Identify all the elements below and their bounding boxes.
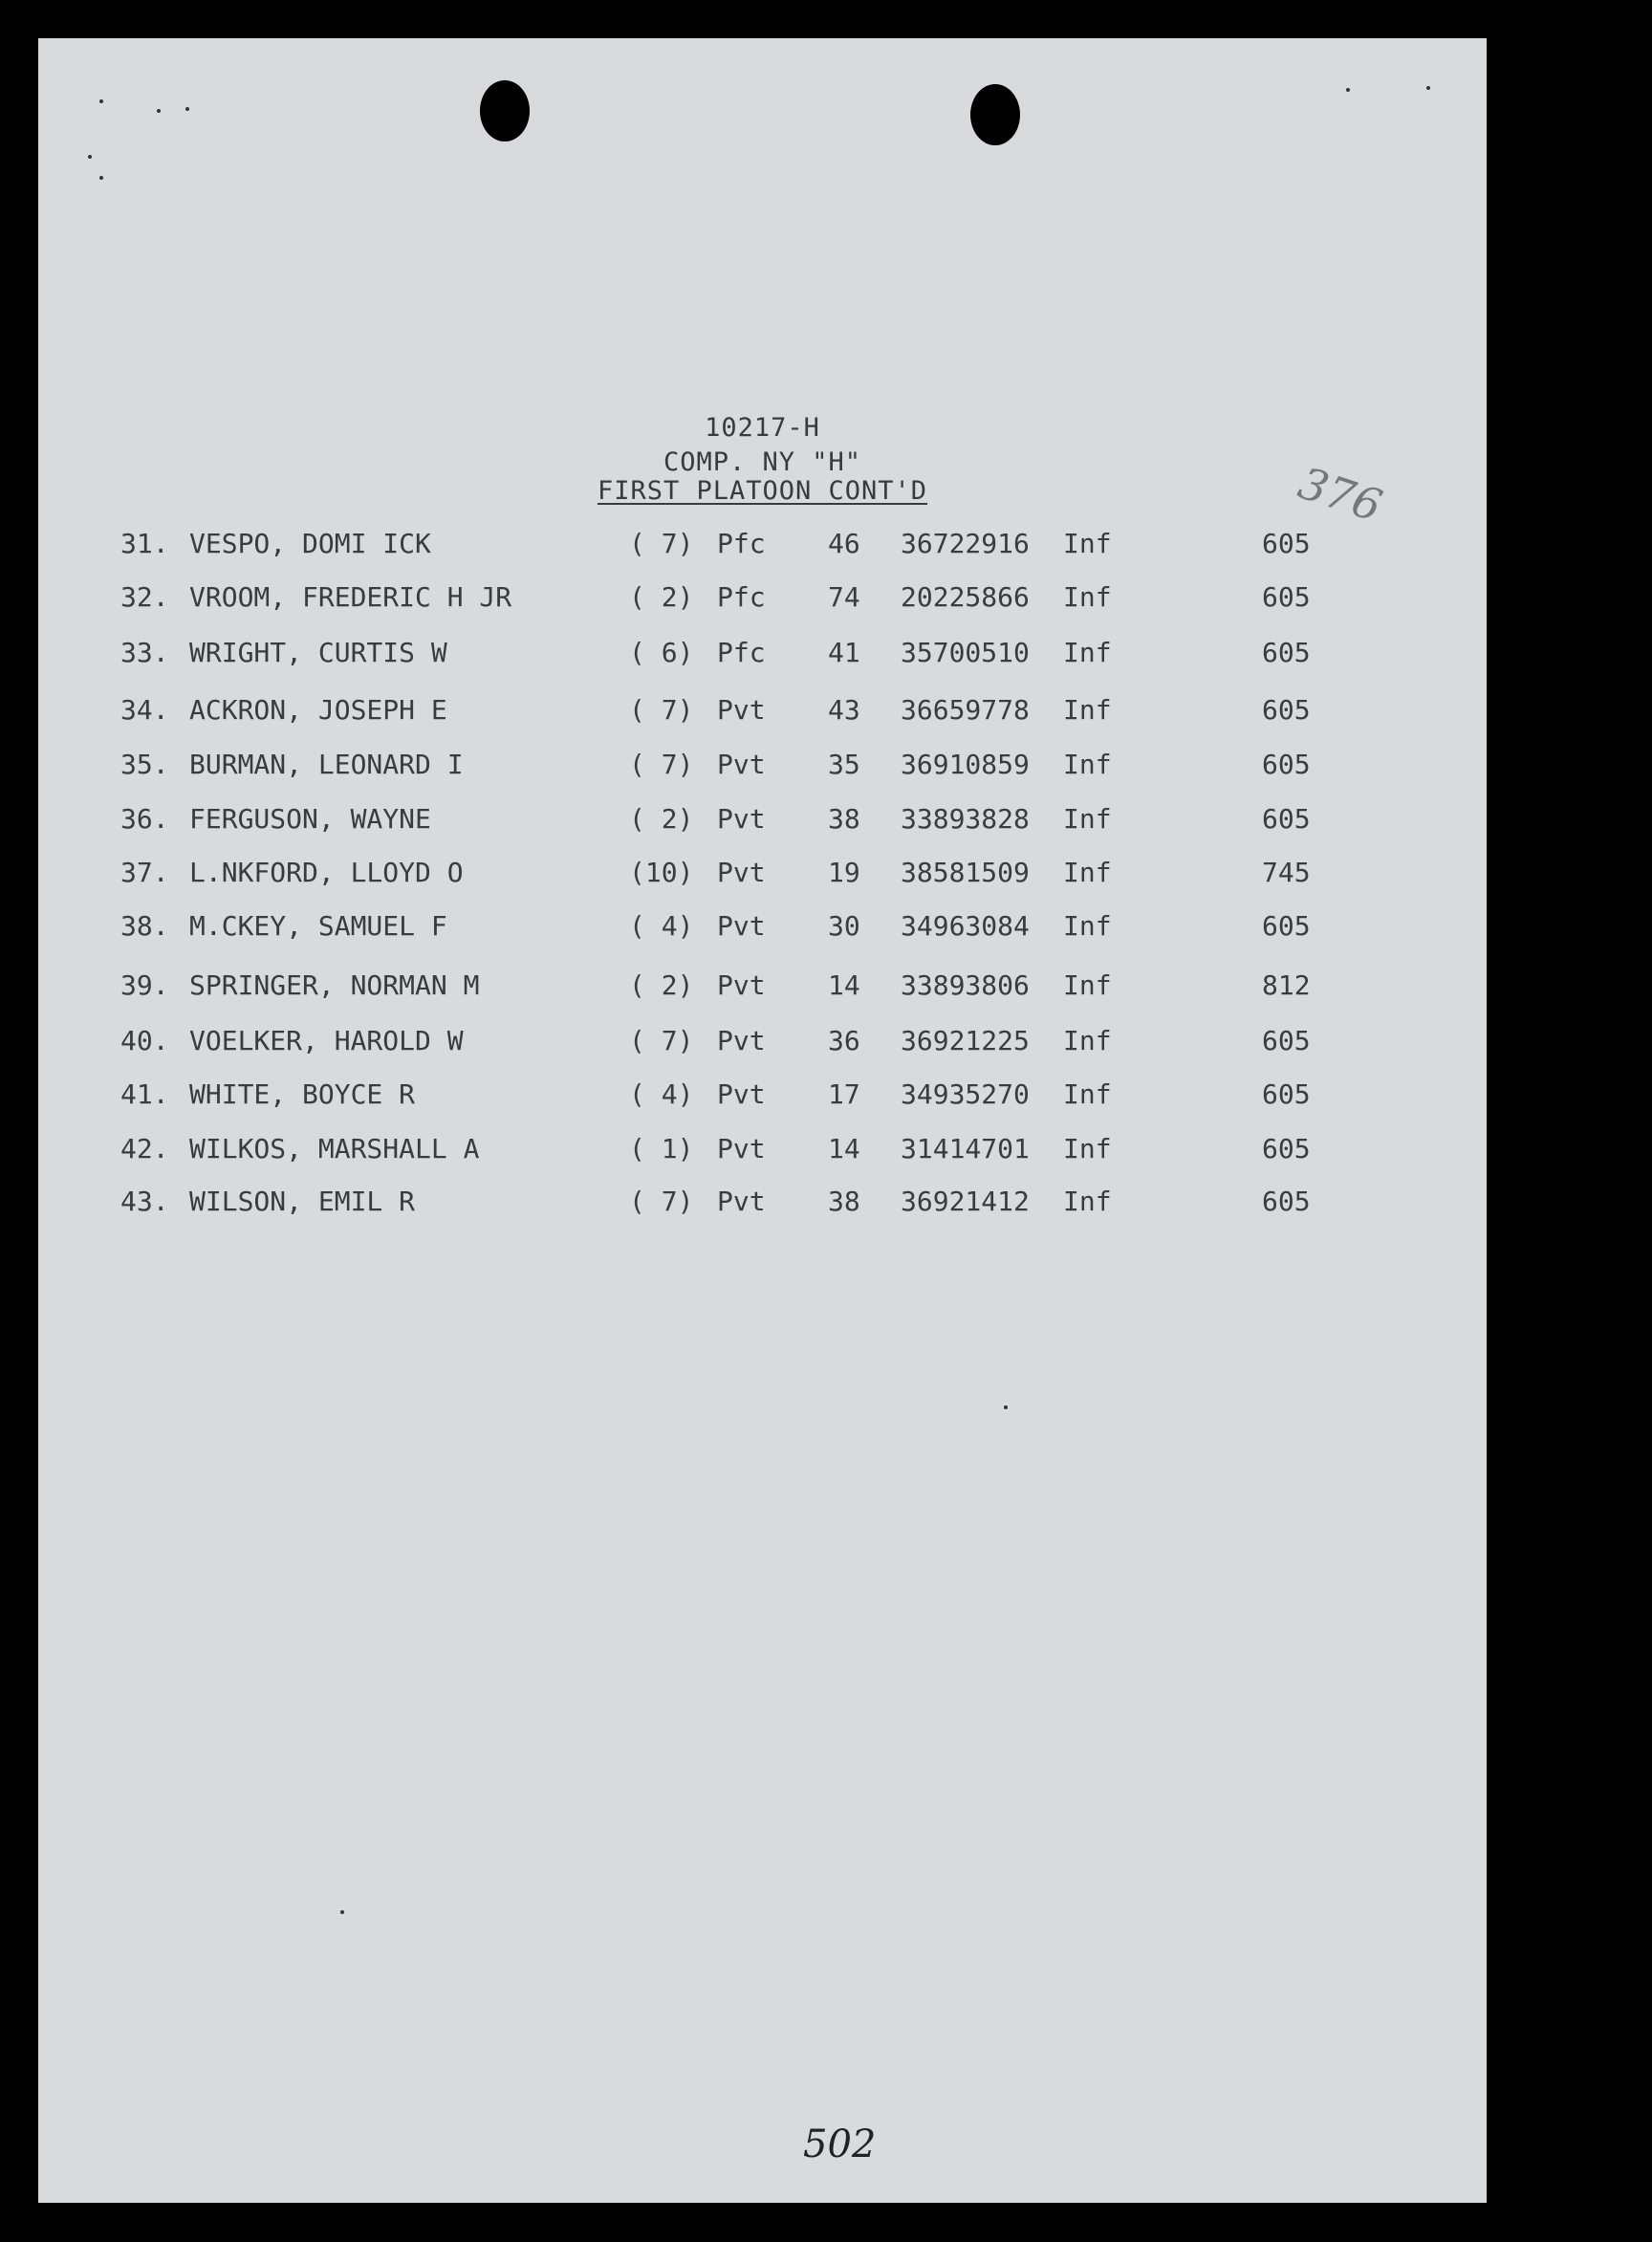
roster-mos: 605: [1262, 910, 1311, 942]
roster-arm: Inf: [1063, 1133, 1112, 1165]
roster-age: 38: [828, 1186, 860, 1217]
roster-num: 31.: [120, 528, 169, 559]
roster-name: L.NKFORD, LLOYD O: [189, 857, 464, 888]
roster-serial: 36659778: [901, 694, 1030, 726]
roster-num: 35.: [120, 749, 169, 780]
speck: [1004, 1405, 1008, 1409]
roster-rank: Pvt: [717, 803, 766, 835]
roster-age: 46: [828, 528, 860, 559]
roster-arm: Inf: [1063, 1186, 1112, 1217]
roster-mos: 605: [1262, 637, 1311, 668]
roster-code: ( 7): [629, 694, 694, 726]
roster-arm: Inf: [1063, 1078, 1112, 1110]
roster-rank: Pvt: [717, 1078, 766, 1110]
roster-rank: Pvt: [717, 1025, 766, 1056]
roster-mos: 605: [1262, 528, 1311, 559]
roster-serial: 35700510: [901, 637, 1030, 668]
roster-mos: 605: [1262, 1186, 1311, 1217]
speck: [1426, 86, 1430, 90]
roster-age: 43: [828, 694, 860, 726]
roster-arm: Inf: [1063, 694, 1112, 726]
roster-serial: 36921412: [901, 1186, 1030, 1217]
roster-mos: 605: [1262, 581, 1311, 613]
speck: [88, 155, 92, 159]
roster-age: 30: [828, 910, 860, 942]
roster-code: ( 7): [629, 528, 694, 559]
roster-arm: Inf: [1063, 528, 1112, 559]
roster-arm: Inf: [1063, 969, 1112, 1001]
roster-num: 42.: [120, 1133, 169, 1165]
roster-mos: 605: [1262, 749, 1311, 780]
roster-arm: Inf: [1063, 910, 1112, 942]
roster-serial: 34963084: [901, 910, 1030, 942]
roster-rank: Pvt: [717, 1186, 766, 1217]
roster-arm: Inf: [1063, 637, 1112, 668]
roster-num: 43.: [120, 1186, 169, 1217]
roster-name: VOELKER, HAROLD W: [189, 1025, 464, 1056]
roster-num: 41.: [120, 1078, 169, 1110]
roster-age: 14: [828, 969, 860, 1001]
roster-code: ( 2): [629, 803, 694, 835]
roster-rank: Pfc: [717, 637, 766, 668]
roster-rank: Pvt: [717, 910, 766, 942]
roster-rank: Pvt: [717, 694, 766, 726]
roster-rank: Pvt: [717, 749, 766, 780]
roster-num: 32.: [120, 581, 169, 613]
roster-name: ACKRON, JOSEPH E: [189, 694, 447, 726]
roster-age: 36: [828, 1025, 860, 1056]
roster-arm: Inf: [1063, 803, 1112, 835]
roster-code: ( 7): [629, 1025, 694, 1056]
roster-arm: Inf: [1063, 1025, 1112, 1056]
roster-rank: Pvt: [717, 857, 766, 888]
roster-serial: 36910859: [901, 749, 1030, 780]
roster-mos: 605: [1262, 1025, 1311, 1056]
punch-hole: [480, 80, 530, 141]
roster-serial: 33893828: [901, 803, 1030, 835]
roster-name: M.CKEY, SAMUEL F: [189, 910, 447, 942]
roster-name: BURMAN, LEONARD I: [189, 749, 464, 780]
roster-serial: 33893806: [901, 969, 1030, 1001]
roster-serial: 36921225: [901, 1025, 1030, 1056]
roster-code: ( 4): [629, 910, 694, 942]
speck: [185, 107, 189, 111]
roster-code: ( 7): [629, 749, 694, 780]
roster-rank: Pfc: [717, 528, 766, 559]
roster-code: ( 4): [629, 1078, 694, 1110]
roster-code: (10): [629, 857, 694, 888]
roster-rank: Pfc: [717, 581, 766, 613]
roster-age: 17: [828, 1078, 860, 1110]
roster-name: SPRINGER, NORMAN M: [189, 969, 480, 1001]
footer-page-number: 502: [803, 2122, 877, 2166]
speck: [1346, 88, 1350, 92]
roster-num: 37.: [120, 857, 169, 888]
roster-code: ( 2): [629, 969, 694, 1001]
speck: [99, 176, 103, 180]
roster-serial: 20225866: [901, 581, 1030, 613]
roster-name: WILKOS, MARSHALL A: [189, 1133, 480, 1165]
roster-serial: 31414701: [901, 1133, 1030, 1165]
roster-name: VROOM, FREDERIC H JR: [189, 581, 512, 613]
roster-serial: 34935270: [901, 1078, 1030, 1110]
roster-code: ( 7): [629, 1186, 694, 1217]
company-heading: COMP. NY "H": [663, 447, 862, 477]
roster-age: 38: [828, 803, 860, 835]
speck: [157, 109, 161, 113]
punch-hole: [970, 84, 1020, 145]
roster-age: 19: [828, 857, 860, 888]
roster-arm: Inf: [1063, 857, 1112, 888]
roster-num: 39.: [120, 969, 169, 1001]
roster-age: 74: [828, 581, 860, 613]
roster-num: 36.: [120, 803, 169, 835]
roster-age: 14: [828, 1133, 860, 1165]
roster-mos: 605: [1262, 1078, 1311, 1110]
document-page: [38, 38, 1487, 2203]
roster-serial: 38581509: [901, 857, 1030, 888]
handwritten-page-number: 376: [1292, 456, 1389, 533]
roster-name: WRIGHT, CURTIS W: [189, 637, 447, 668]
roster-code: ( 6): [629, 637, 694, 668]
roster-name: FERGUSON, WAYNE: [189, 803, 431, 835]
roster-mos: 605: [1262, 1133, 1311, 1165]
roster-name: VESPO, DOMI ICK: [189, 528, 431, 559]
roster-age: 41: [828, 637, 860, 668]
speck: [99, 99, 103, 103]
roster-mos: 812: [1262, 969, 1311, 1001]
roster-age: 35: [828, 749, 860, 780]
roster-serial: 36722916: [901, 528, 1030, 559]
roster-rank: Pvt: [717, 969, 766, 1001]
roster-name: WHITE, BOYCE R: [189, 1078, 416, 1110]
file-number: 10217-H: [705, 413, 820, 443]
roster-arm: Inf: [1063, 581, 1112, 613]
platoon-heading: FIRST PLATOON CONT'D: [597, 476, 928, 506]
roster-num: 40.: [120, 1025, 169, 1056]
roster-code: ( 2): [629, 581, 694, 613]
speck: [340, 1910, 344, 1914]
roster-mos: 605: [1262, 694, 1311, 726]
roster-num: 33.: [120, 637, 169, 668]
roster-code: ( 1): [629, 1133, 694, 1165]
roster-mos: 605: [1262, 803, 1311, 835]
roster-num: 38.: [120, 910, 169, 942]
roster-num: 34.: [120, 694, 169, 726]
roster-arm: Inf: [1063, 749, 1112, 780]
roster-name: WILSON, EMIL R: [189, 1186, 416, 1217]
roster-rank: Pvt: [717, 1133, 766, 1165]
roster-mos: 745: [1262, 857, 1311, 888]
